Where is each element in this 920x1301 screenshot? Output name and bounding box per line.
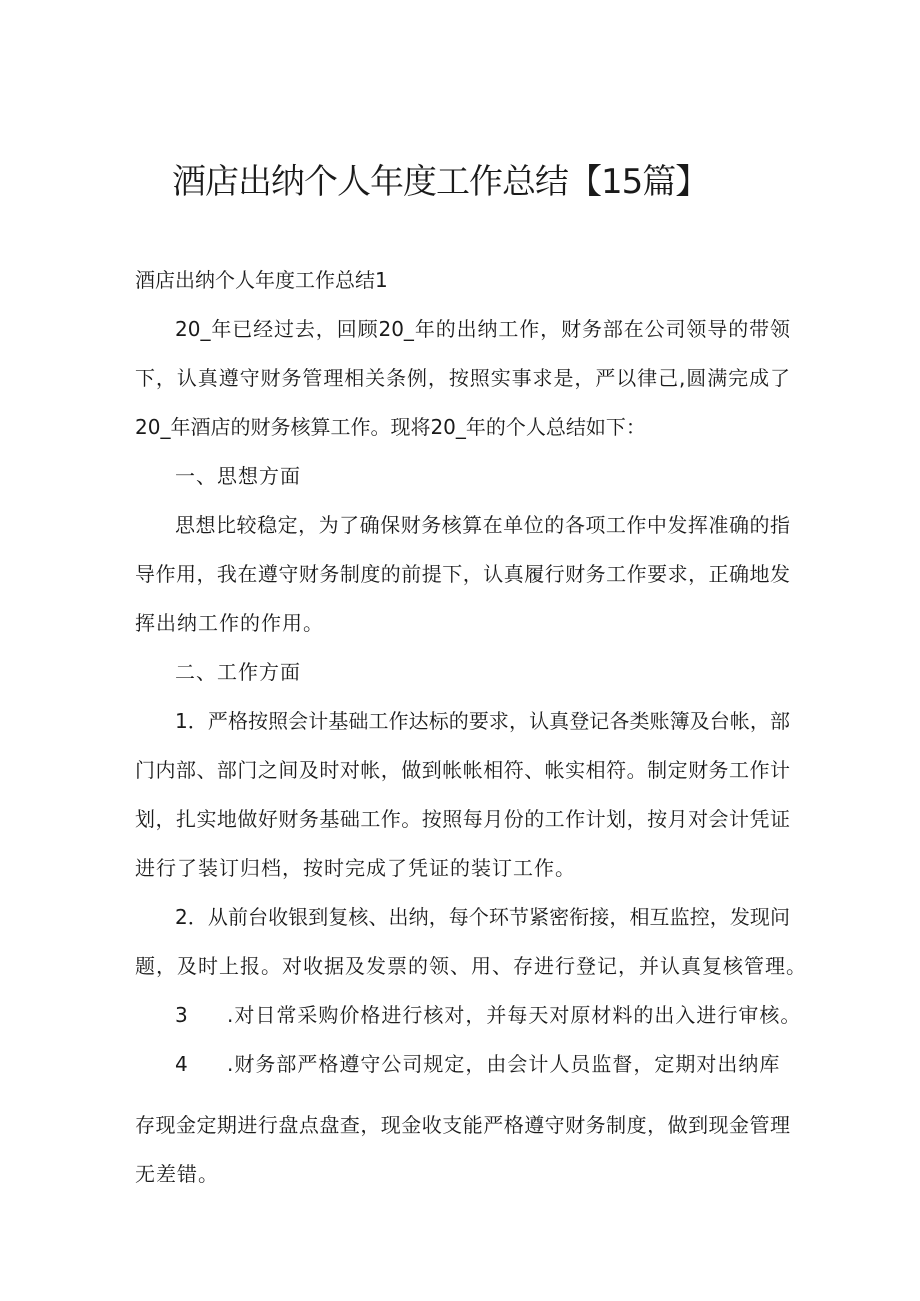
item3-number: 3: [175, 1003, 189, 1027]
part2-heading: 二、工作方面: [175, 660, 301, 684]
item2-line-1: 2．从前台收银到复核、出纳，每个环节紧密衔接，相互监控，发现问: [175, 905, 790, 929]
item1-line-2: 门内部、部门之间及时对帐，做到帐帐相符、帐实相符。制定财务工作计: [135, 758, 790, 782]
item4-text: .财务部严格遵守公司规定，由会计人员监督，定期对出纳库: [227, 1052, 781, 1076]
part1-line-3: 挥出纳工作的作用。: [135, 611, 324, 635]
item1-line-3: 划，扎实地做好财务基础工作。按照每月份的工作计划，按月对会计凭证: [135, 807, 790, 831]
item2-line-2: 题，及时上报。对收据及发票的领、用、存进行登记，并认真复核管理。: [135, 954, 807, 978]
item4-line-2: 存现金定期进行盘点盘查，现金收支能严格遵守财务制度，做到现金管理: [135, 1113, 790, 1137]
item1-line-4: 进行了装订归档，按时完成了凭证的装订工作。: [135, 856, 576, 880]
item4-line-3: 无差错。: [135, 1162, 219, 1186]
page-title: 酒店出纳个人年度工作总结【15篇】: [172, 162, 709, 202]
item3-text: .对日常采购价格进行核对，并每天对原材料的出入进行审核。: [227, 1003, 802, 1027]
intro-line-1: 20_年已经过去，回顾20_年的出纳工作，财务部在公司领导的带领: [175, 317, 790, 341]
part1-line-1: 思想比较稳定，为了确保财务核算在单位的各项工作中发挥准确的指: [175, 513, 790, 537]
item4-line-1: [175, 1050, 780, 1078]
intro-line-3: 20_年酒店的财务核算工作。现将20_年的个人总结如下：: [135, 415, 646, 439]
item4-number: 4: [175, 1052, 189, 1076]
intro-line-2: 下，认真遵守财务管理相关条例，按照实事求是，严以律己,圆满完成了: [135, 366, 790, 390]
part1-heading: 一、思想方面: [175, 464, 301, 488]
item1-line-1: 1．严格按照会计基础工作达标的要求，认真登记各类账簿及台帐，部: [175, 709, 790, 733]
part1-line-2: 导作用，我在遵守财务制度的前提下，认真履行财务工作要求，正确地发: [135, 562, 790, 586]
section-heading: 酒店出纳个人年度工作总结1: [135, 268, 388, 292]
item3-line: [175, 1001, 801, 1029]
